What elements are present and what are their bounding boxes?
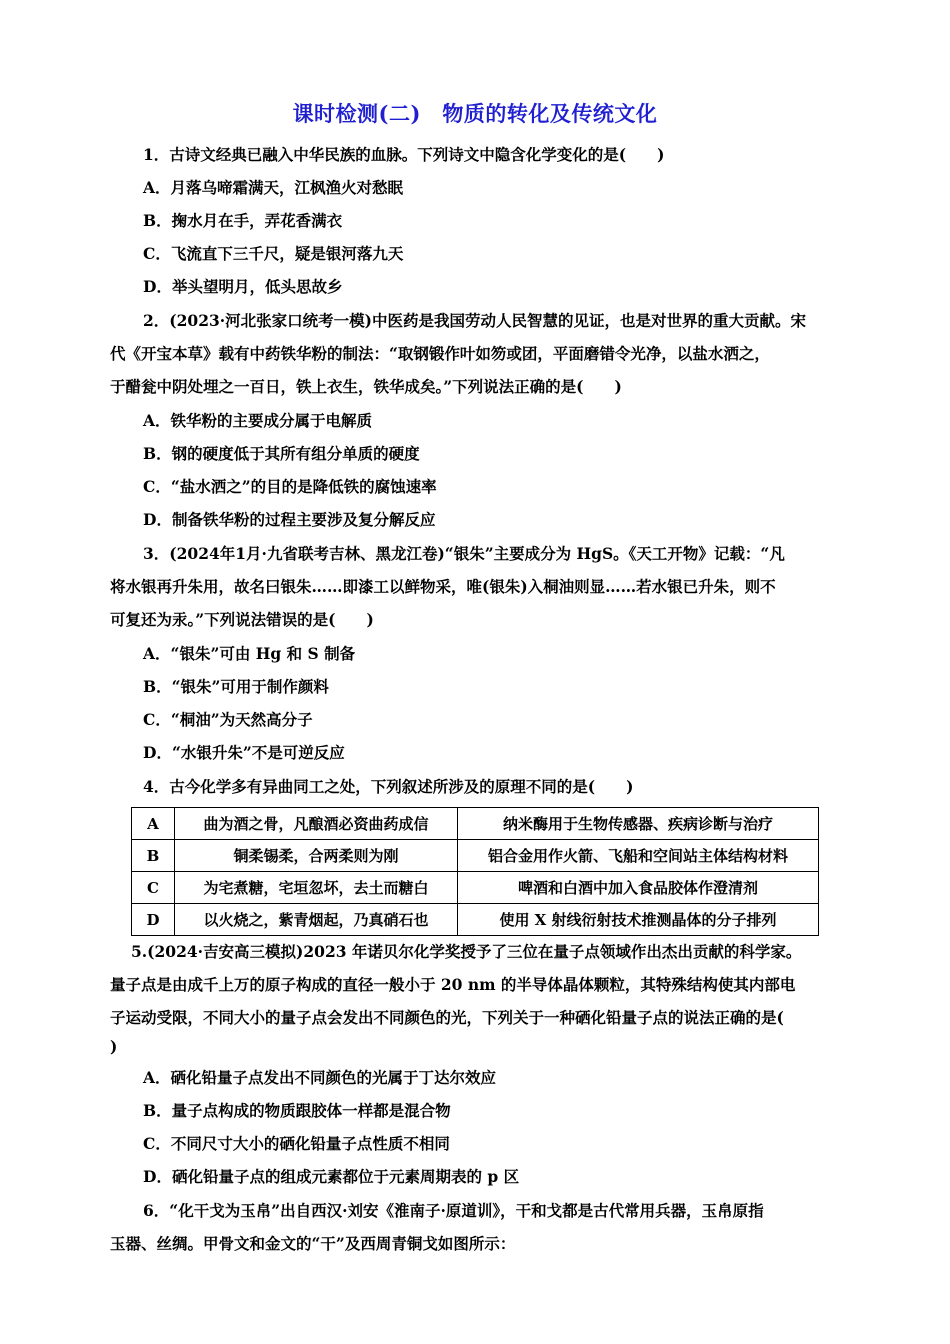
row-key: C	[132, 872, 175, 904]
question-3-option-a: A．“银朱”可由 Hg 和 S 制备	[143, 644, 356, 663]
row-ancient: 为宅煮糖，宅垣忽坏，去土而糖白	[175, 872, 458, 904]
question-5-stem-line-2: 量子点是由成千上万的原子构成的直径一般小于 20 nm 的半导体晶体颗粒，其特殊结构使其内部电	[110, 975, 796, 994]
question-4-table	[131, 807, 819, 936]
table-row	[132, 872, 819, 904]
question-2-stem-line-1: 2．(2023·河北张家口统考一模)中医药是我国劳动人民智慧的见证，也是对世界的重大贡献。宋	[143, 311, 806, 330]
question-3-option-c: C．“桐油”为天然高分子	[143, 710, 313, 729]
question-1-option-d: D．举头望明月，低头思故乡	[143, 277, 343, 296]
question-2-stem-line-2: 代《开宝本草》载有中药铁华粉的制法：“取钢锻作叶如笏或团，平面磨错令光净，以盐水洒之，	[110, 344, 770, 363]
row-key: B	[132, 840, 175, 872]
question-5-option-c: C．不同尺寸大小的硒化铅量子点性质不相同	[143, 1134, 450, 1153]
question-3-option-b: B．“银朱”可用于制作颜料	[143, 677, 329, 696]
question-5-option-d: D．硒化铅量子点的组成元素都位于元素周期表的 p 区	[143, 1167, 520, 1186]
question-5-stem-line-1: 5.(2024·吉安高三模拟)2023 年诺贝尔化学奖授予了三位在量子点领域作出杰出贡献的科学家。	[131, 942, 802, 961]
question-6-stem-line-2: 玉器、丝绸。甲骨文和金文的“干”及西周青铜戈如图所示：	[110, 1234, 516, 1253]
question-2-option-a: A．铁华粉的主要成分属于电解质	[143, 411, 373, 430]
question-3-stem-line-2: 将水银再升朱用，故名曰银朱……即漆工以鲜物采，唯(银朱)入桐油则显……若水银已升朱，则不	[110, 577, 776, 596]
row-ancient: 以火烧之，紫青烟起，乃真硝石也	[175, 904, 458, 936]
row-modern: 使用 X 射线衍射技术推测晶体的分子排列	[458, 904, 819, 936]
table-row	[132, 904, 819, 936]
question-1-option-c: C．飞流直下三千尺，疑是银河落九天	[143, 244, 404, 263]
question-1-option-b: B．掬水月在手，弄花香满衣	[143, 211, 343, 230]
table-row	[132, 840, 819, 872]
page-title: 课时检测(二) 物质的转化及传统文化	[292, 101, 658, 126]
row-ancient: 铜柔锡柔，合两柔则为刚	[175, 840, 458, 872]
question-4-stem: 4．古今化学多有异曲同工之处，下列叙述所涉及的原理不同的是( )	[143, 777, 634, 796]
row-key: D	[132, 904, 175, 936]
question-2-option-d: D．制备铁华粉的过程主要涉及复分解反应	[143, 510, 436, 529]
question-5-stem-line-4: )	[110, 1037, 118, 1056]
question-3-option-d: D．“水银升朱”不是可逆反应	[143, 743, 345, 762]
question-1-option-a: A．月落乌啼霜满天，江枫渔火对愁眠	[143, 178, 404, 197]
row-modern: 铝合金用作火箭、飞船和空间站主体结构材料	[458, 840, 819, 872]
question-1-stem: 1．古诗文经典已融入中华民族的血脉。下列诗文中隐含化学变化的是( )	[143, 145, 665, 164]
question-2-stem-line-3: 于醋瓮中阴处埋之一百日，铁上衣生，铁华成矣。”下列说法正确的是( )	[110, 377, 622, 396]
table-row	[132, 808, 819, 840]
question-2-option-c: C．“盐水洒之”的目的是降低铁的腐蚀速率	[143, 477, 437, 496]
question-5-option-b: B．量子点构成的物质跟胶体一样都是混合物	[143, 1101, 451, 1120]
row-key: A	[132, 808, 175, 840]
question-6-stem-line-1: 6．“化干戈为玉帛”出自西汉·刘安《淮南子·原道训》，干和戈都是古代常用兵器，玉帛原指	[143, 1201, 764, 1220]
question-3-stem-line-1: 3．(2024年1月·九省联考吉林、黑龙江卷)“银朱”主要成分为 HgS。《天工开物》记载：“凡	[143, 544, 785, 563]
row-modern: 纳米酶用于生物传感器、疾病诊断与治疗	[458, 808, 819, 840]
row-ancient: 曲为酒之骨，凡酿酒必资曲药成信	[175, 808, 458, 840]
question-5-stem-line-3: 子运动受限，不同大小的量子点会发出不同颜色的光，下列关于一种硒化铅量子点的说法正确的是(	[110, 1008, 784, 1027]
row-modern: 啤酒和白酒中加入食品胶体作澄清剂	[458, 872, 819, 904]
question-3-stem-line-3: 可复还为汞。”下列说法错误的是( )	[110, 610, 374, 629]
question-2-option-b: B．钢的硬度低于其所有组分单质的硬度	[143, 444, 420, 463]
question-5-option-a: A．硒化铅量子点发出不同颜色的光属于丁达尔效应	[143, 1068, 497, 1087]
